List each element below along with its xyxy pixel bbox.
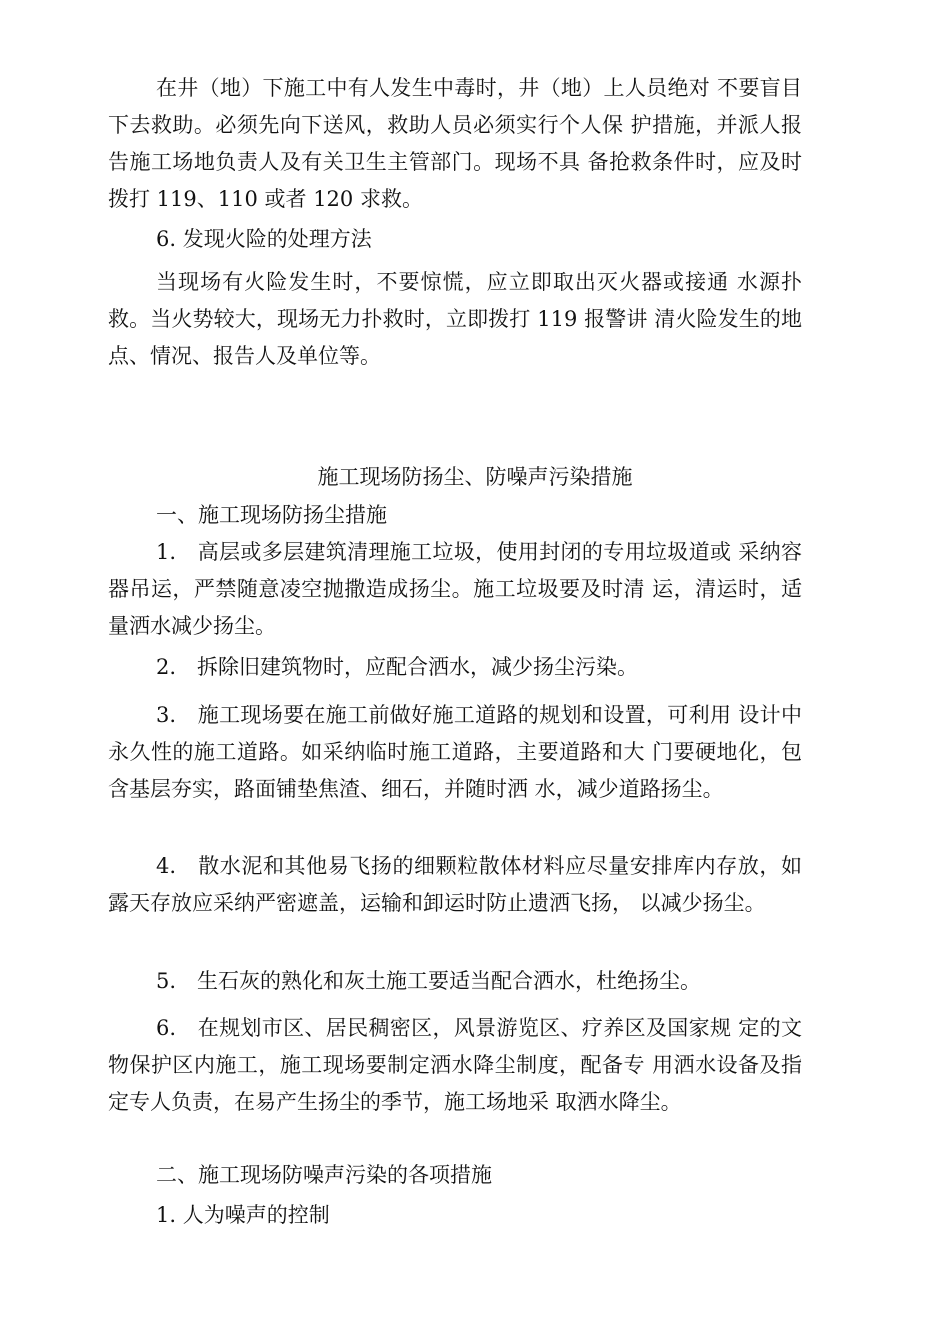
dust-item-2: 2. 拆除旧建筑物时，应配合洒水，减少扬尘污染。 [156, 655, 639, 679]
heading-fire-handling: 6. 发现火险的处理方法 [156, 227, 372, 251]
dust-item-3: 3. 施工现场要在施工前做好施工道路的规划和设置，可利用 设计中永久性的施工道路。如采纳临时施工道路，主要道路和大 门要硬地化，包含基层夯实，路面铺垫焦渣、细石，并随时洒 水，减少道路扬尘。 [108, 703, 802, 801]
dust-item-1: 1. 高层或多层建筑清理施工垃圾，使用封闭的专用垃圾道或 采纳容器吊运，严禁随意凌空抛撒造成扬尘。施工垃圾要及时清 运，清运时，适量洒水减少扬尘。 [108, 540, 802, 638]
paragraph-poisoning-rescue: 在井（地）下施工中有人发生中毒时，井（地）上人员绝对 不要盲目下去救助。必须先向下送风，救助人员必须实行个人保 护措施，并派人报告施工场地负责人及有关卫生主管部门。现场不具 备抢救条件时，应及时拨打 119、110 或者 120 求救。 [108, 76, 802, 211]
heading-noise-human: 1. 人为噪声的控制 [156, 1203, 330, 1227]
paragraph-fire-response: 当现场有火险发生时，不要惊慌，应立即取出灭火器或接通 水源扑救。当火势较大，现场无力扑救时，立即拨打 119 报警讲 清火险发生的地点、情况、报告人及单位等。 [108, 270, 802, 368]
section-title: 施工现场防扬尘、防噪声污染措施 [317, 465, 633, 489]
dust-item-6: 6. 在规划市区、居民稠密区，风景游览区、疗养区及国家规 定的文物保护区内施工，施工现场要制定洒水降尘制度，配备专 用洒水设备及指定专人负责，在易产生扬尘的季节，施工场地采 取洒水降尘。 [108, 1016, 802, 1114]
dust-item-5: 5. 生石灰的熟化和灰土施工要适当配合洒水，杜绝扬尘。 [156, 969, 702, 993]
dust-item-4: 4. 散水泥和其他易飞扬的细颗粒散体材料应尽量安排库内存放，如露天存放应采纳严密遮盖，运输和卸运时防止遗洒飞扬， 以减少扬尘。 [108, 854, 802, 915]
heading-dust-measures: 一、施工现场防扬尘措施 [156, 503, 387, 527]
heading-noise-measures: 二、施工现场防噪声污染的各项措施 [156, 1163, 492, 1187]
